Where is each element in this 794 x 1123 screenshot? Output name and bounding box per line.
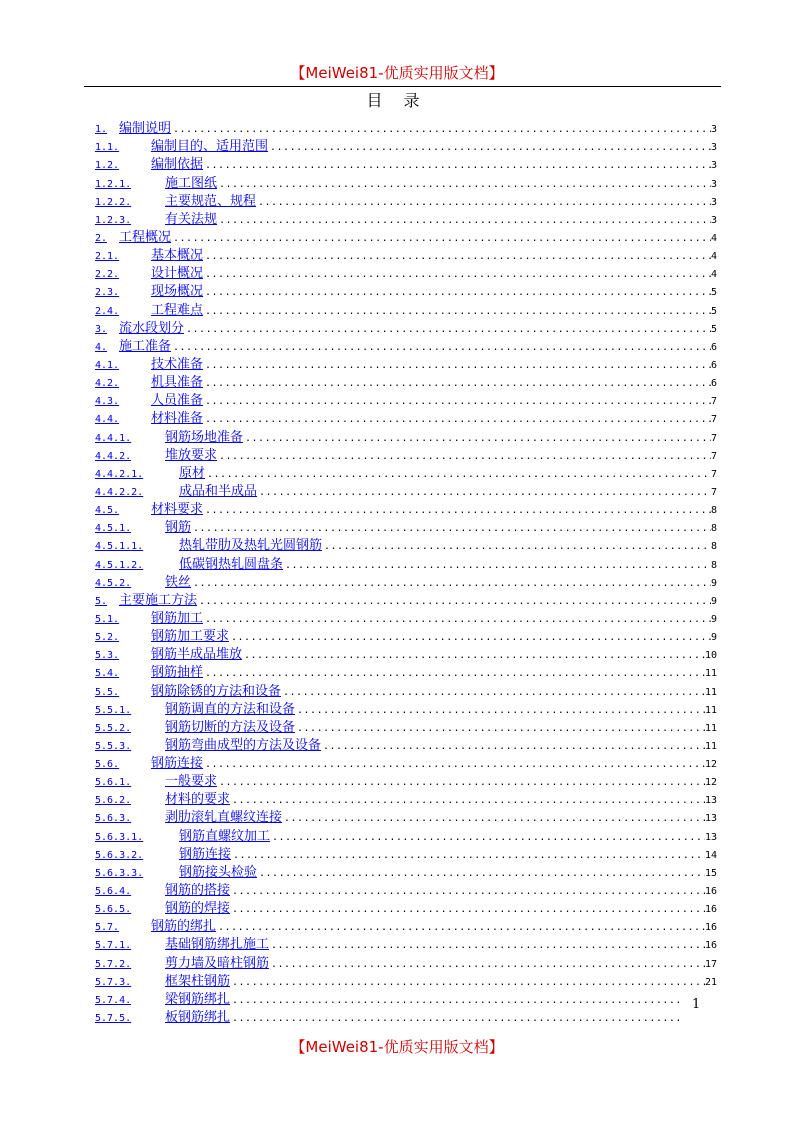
toc-entry-page: 7	[710, 414, 717, 426]
toc-entry-number[interactable]: 5.6.3.3.	[95, 867, 144, 879]
toc-entry-title[interactable]: 板钢筋绑扎	[165, 1010, 231, 1026]
toc-leader-dots	[203, 159, 711, 173]
toc-entry[interactable]	[95, 264, 717, 282]
toc-entry[interactable]	[95, 736, 717, 754]
toc-leader-dots	[322, 540, 711, 554]
toc-entry[interactable]	[95, 609, 717, 627]
toc-entry-title[interactable]: 钢筋切断的方法及设备	[165, 719, 296, 735]
toc-entry-page: 7	[710, 450, 717, 462]
toc-entry[interactable]	[95, 119, 717, 137]
toc-entry[interactable]	[95, 518, 717, 536]
toc-entry-number[interactable]: 1.2.	[95, 160, 120, 172]
toc-leader-dots	[283, 559, 711, 573]
table-of-contents	[95, 119, 717, 1026]
toc-leader-dots	[191, 522, 711, 536]
toc-entry-page: 3	[710, 178, 717, 190]
toc-entry-title[interactable]: 热轧带肋及热轧光圆钢筋	[179, 538, 323, 554]
toc-entry-number[interactable]: 5.5.1.	[95, 704, 132, 716]
toc-entry-title[interactable]: 钢筋直螺纹加工	[179, 828, 271, 844]
toc-entry-number[interactable]: 5.6.	[95, 759, 120, 771]
toc-entry[interactable]	[95, 790, 717, 808]
toc-entry[interactable]	[95, 355, 717, 373]
toc-entry-number[interactable]: 1.2.2.	[95, 196, 132, 208]
toc-entry-page: 4	[710, 251, 717, 263]
toc-entry[interactable]	[95, 573, 717, 591]
toc-leader-dots	[171, 123, 711, 137]
toc-entry-number[interactable]: 2.2.	[95, 269, 120, 281]
toc-entry-page: 5	[710, 305, 717, 317]
toc-entry-number[interactable]: 1.2.1.	[95, 178, 132, 190]
toc-entry-page: 9	[710, 595, 717, 607]
toc-entry-page: 16	[704, 940, 717, 952]
toc-leader-dots	[171, 341, 711, 355]
toc-entry[interactable]	[95, 972, 717, 990]
toc-leader-dots	[230, 903, 705, 917]
toc-entry-number[interactable]: 5.1.	[95, 613, 120, 625]
toc-entry-title[interactable]: 钢筋的绑扎	[151, 919, 217, 935]
toc-entry-number[interactable]: 5.7.5.	[95, 1013, 132, 1025]
toc-leader-dots	[295, 704, 705, 718]
toc-entry-page: 11	[704, 740, 717, 752]
toc-entry[interactable]	[95, 899, 717, 917]
toc-entry[interactable]	[95, 627, 717, 645]
toc-entry-page: 4	[710, 269, 717, 281]
toc-entry[interactable]	[95, 863, 717, 881]
toc-leader-dots	[203, 413, 711, 427]
toc-entry-title[interactable]: 钢筋加工要求	[151, 629, 230, 645]
toc-entry-title[interactable]: 材料要求	[151, 502, 204, 518]
toc-entry[interactable]	[95, 718, 717, 736]
toc-entry[interactable]	[95, 681, 717, 699]
toc-entry[interactable]	[95, 210, 717, 228]
toc-leader-dots	[203, 504, 711, 518]
toc-entry-title[interactable]: 材料的要求	[165, 792, 231, 808]
toc-entry[interactable]	[95, 881, 717, 899]
toc-entry[interactable]	[95, 282, 717, 300]
toc-entry-title[interactable]: 设计概况	[151, 266, 204, 282]
toc-entry[interactable]	[95, 536, 717, 554]
toc-entry-number[interactable]: 5.4.	[95, 668, 120, 680]
toc-entry-title[interactable]: 框架柱钢筋	[165, 973, 231, 989]
toc-entry-title[interactable]: 基础钢筋绑扎施工	[165, 937, 270, 953]
toc-entry-page: 7	[710, 396, 717, 408]
toc-entry-page: 15	[704, 867, 717, 879]
toc-leader-dots	[269, 958, 705, 972]
toc-leader-dots	[217, 776, 705, 790]
toc-entry-page: 3	[710, 124, 717, 136]
header-divider	[84, 86, 721, 87]
toc-leader-dots	[184, 323, 711, 337]
toc-entry-title[interactable]: 一般要求	[165, 774, 218, 790]
toc-entry-page: 21	[704, 976, 717, 988]
toc-leader-dots	[321, 740, 705, 754]
toc-entry-number[interactable]: 4.4.	[95, 414, 120, 426]
toc-leader-dots	[216, 921, 705, 935]
toc-entry[interactable]	[95, 772, 717, 790]
toc-entry-title[interactable]: 人员准备	[151, 393, 204, 409]
toc-entry-page: 3	[710, 160, 717, 172]
toc-leader-dots	[281, 686, 705, 700]
toc-entry-number[interactable]: 4.2.	[95, 378, 120, 390]
toc-entry-title[interactable]: 钢筋加工	[151, 610, 204, 626]
toc-entry-page: 9	[710, 632, 717, 644]
toc-leader-dots	[242, 649, 705, 663]
toc-entry[interactable]	[95, 155, 717, 173]
toc-entry-title[interactable]: 剪力墙及暗柱钢筋	[165, 955, 270, 971]
toc-entry-page: 7	[710, 432, 717, 444]
toc-entry-title[interactable]: 材料准备	[151, 411, 204, 427]
toc-entry-title[interactable]: 有关法规	[165, 211, 218, 227]
toc-entry-title[interactable]: 钢筋抽样	[151, 665, 204, 681]
toc-entry-number[interactable]: 4.4.2.	[95, 450, 132, 462]
toc-entry-number[interactable]: 1.	[95, 124, 108, 136]
toc-entry-number[interactable]: 4.5.1.2.	[95, 559, 144, 571]
toc-entry-page: 8	[710, 559, 717, 571]
toc-leader-dots	[230, 794, 705, 808]
toc-entry-number[interactable]: 1.1.	[95, 142, 120, 154]
toc-entry-number[interactable]: 4.3.	[95, 396, 120, 408]
toc-entry-page: 7	[710, 486, 717, 498]
toc-entry-title[interactable]: 施工准备	[119, 338, 172, 354]
toc-entry[interactable]	[95, 554, 717, 572]
toc-entry[interactable]	[95, 935, 717, 953]
toc-entry-title[interactable]: 钢筋接头检验	[179, 864, 258, 880]
toc-leader-dots	[203, 305, 711, 319]
toc-entry-title[interactable]: 编制依据	[151, 157, 204, 173]
toc-entry-page: 12	[704, 759, 717, 771]
toc-entry-title[interactable]: 钢筋连接	[179, 846, 232, 862]
toc-leader-dots	[282, 812, 705, 826]
toc-entry-page: 3	[710, 214, 717, 226]
toc-entry-page: 10	[704, 650, 717, 662]
toc-entry-number[interactable]: 5.6.1.	[95, 777, 132, 789]
toc-entry-number[interactable]: 1.2.3.	[95, 214, 132, 226]
toc-entry-page: 17	[704, 958, 717, 970]
toc-leader-dots	[217, 178, 711, 192]
toc-leader-dots	[191, 577, 711, 591]
toc-leader-dots	[229, 631, 711, 645]
toc-entry-page: 16	[704, 886, 717, 898]
toc-leader-dots	[203, 286, 711, 300]
toc-leader-dots	[257, 486, 711, 500]
toc-entry-title[interactable]: 低碳钢热轧圆盘条	[179, 556, 284, 572]
toc-entry[interactable]	[95, 446, 717, 464]
toc-entry-title[interactable]: 钢筋场地准备	[165, 429, 244, 445]
toc-entry-title[interactable]: 工程难点	[151, 302, 204, 318]
toc-leader-dots	[256, 196, 711, 210]
toc-entry-page: 6	[710, 359, 717, 371]
toc-leader-dots	[203, 395, 711, 409]
toc-leader-dots	[295, 722, 705, 736]
toc-leader-dots	[243, 432, 711, 446]
toc-entry[interactable]	[95, 808, 717, 826]
toc-entry-page: 11	[704, 668, 717, 680]
toc-entry-title[interactable]: 钢筋半成品堆放	[151, 647, 243, 663]
toc-entry[interactable]	[95, 990, 717, 1008]
toc-entry-page: 16	[704, 904, 717, 916]
toc-entry[interactable]	[95, 500, 717, 518]
toc-entry-title[interactable]: 机具准备	[151, 375, 204, 391]
toc-entry[interactable]	[95, 300, 717, 318]
toc-leader-dots	[203, 268, 711, 282]
toc-leader-dots	[203, 250, 711, 264]
toc-leader-dots	[217, 450, 711, 464]
toc-entry-page: 3	[710, 142, 717, 154]
toc-entry-number[interactable]: 5.6.4.	[95, 886, 132, 898]
toc-entry-number[interactable]: 2.4.	[95, 305, 120, 317]
toc-entry-number[interactable]: 2.1.	[95, 251, 120, 263]
toc-entry-number[interactable]: 2.3.	[95, 287, 120, 299]
toc-entry-title[interactable]: 成品和半成品	[179, 483, 258, 499]
toc-leader-dots	[270, 831, 705, 845]
toc-entry-title[interactable]: 梁钢筋绑扎	[165, 991, 231, 1007]
toc-entry-number[interactable]: 5.	[95, 595, 108, 607]
toc-entry-title[interactable]: 钢筋弯曲成型的方法及设备	[165, 737, 322, 753]
toc-entry-title[interactable]: 钢筋的焊接	[165, 901, 231, 917]
toc-entry[interactable]	[95, 173, 717, 191]
toc-entry-title[interactable]: 主要施工方法	[119, 592, 198, 608]
toc-entry[interactable]	[95, 953, 717, 971]
toc-leader-dots	[203, 359, 711, 373]
toc-entry-title[interactable]: 钢筋的搭接	[165, 883, 231, 899]
toc-entry[interactable]	[95, 137, 717, 155]
toc-leader-dots	[257, 867, 705, 881]
toc-entry[interactable]	[95, 192, 717, 210]
toc-entry-number[interactable]: 5.7.1.	[95, 940, 132, 952]
toc-entry-page: 13	[704, 813, 717, 825]
toc-leader-dots	[203, 613, 711, 627]
toc-entry-page: 13	[704, 831, 717, 843]
toc-entry[interactable]	[95, 246, 717, 264]
toc-entry-page: 4	[710, 232, 717, 244]
toc-entry-number[interactable]: 4.	[95, 341, 108, 353]
toc-entry[interactable]	[95, 228, 717, 246]
toc-entry-page: 11	[704, 722, 717, 734]
toc-entry-page: 8	[710, 541, 717, 553]
toc-leader-dots	[203, 758, 705, 772]
toc-entry-title[interactable]: 现场概况	[151, 284, 204, 300]
header-watermark: 【MeiWei81-优质实用版文档】	[290, 64, 504, 82]
toc-entry-number[interactable]: 4.5.	[95, 505, 120, 517]
toc-entry[interactable]	[95, 391, 717, 409]
toc-entry[interactable]	[95, 409, 717, 427]
toc-entry-page: 5	[710, 323, 717, 335]
toc-leader-dots	[269, 939, 705, 953]
toc-entry-number[interactable]: 5.7.	[95, 922, 120, 934]
toc-entry[interactable]	[95, 700, 717, 718]
toc-entry-title[interactable]: 工程概况	[119, 229, 172, 245]
toc-entry[interactable]	[95, 826, 717, 844]
toc-entry-number[interactable]: 5.7.2.	[95, 958, 132, 970]
toc-entry[interactable]	[95, 482, 717, 500]
toc-entry-number[interactable]: 5.7.3.	[95, 976, 132, 988]
toc-leader-dots	[230, 885, 705, 899]
toc-entry-title[interactable]: 基本概况	[151, 248, 204, 264]
toc-entry-page: 9	[710, 577, 717, 589]
toc-entry-page: 3	[710, 196, 717, 208]
toc-entry-page: 9	[710, 613, 717, 625]
toc-entry-page: 12	[704, 777, 717, 789]
toc-leader-dots	[203, 667, 705, 681]
toc-entry-number[interactable]: 5.5.2.	[95, 722, 132, 734]
toc-leader-dots	[230, 1012, 680, 1026]
toc-entry-number[interactable]: 4.4.2.2.	[95, 486, 144, 498]
toc-entry-page: 6	[710, 341, 717, 353]
toc-leader-dots	[205, 468, 711, 482]
toc-entry-title[interactable]: 钢筋	[165, 520, 192, 536]
toc-entry-title[interactable]: 技术准备	[151, 356, 204, 372]
toc-entry-page: 5	[710, 287, 717, 299]
toc-entry-page: 8	[710, 505, 717, 517]
toc-entry-page: 6	[710, 378, 717, 390]
toc-leader-dots	[230, 994, 680, 1008]
toc-entry-number[interactable]: 5.6.2.	[95, 795, 132, 807]
toc-entry-page: 16	[704, 922, 717, 934]
toc-entry[interactable]	[95, 591, 717, 609]
toc-entry-title[interactable]: 钢筋连接	[151, 756, 204, 772]
toc-entry[interactable]	[95, 663, 717, 681]
toc-entry-number[interactable]: 4.4.2.1.	[95, 468, 144, 480]
toc-entry-number[interactable]: 3.	[95, 323, 108, 335]
toc-entry[interactable]	[95, 427, 717, 445]
toc-entry-title[interactable]: 钢筋除锈的方法和设备	[151, 683, 282, 699]
toc-entry[interactable]	[95, 917, 717, 935]
toc-entry-number[interactable]: 4.5.1.1.	[95, 541, 144, 553]
toc-entry[interactable]	[95, 845, 717, 863]
toc-entry[interactable]	[95, 319, 717, 337]
toc-leader-dots	[217, 214, 711, 228]
toc-leader-dots	[197, 595, 711, 609]
toc-entry-title[interactable]: 主要规范、规程	[165, 193, 257, 209]
toc-entry[interactable]	[95, 464, 717, 482]
toc-entry-number[interactable]: 5.7.4.	[95, 994, 132, 1006]
toc-entry-number[interactable]: 5.5.	[95, 686, 120, 698]
toc-entry-page: 11	[704, 704, 717, 716]
toc-leader-dots	[268, 141, 711, 155]
toc-entry[interactable]	[95, 645, 717, 663]
toc-entry-number[interactable]: 2.	[95, 232, 108, 244]
toc-entry-title[interactable]: 剥肋滚轧直螺纹连接	[165, 810, 283, 826]
toc-entry-number[interactable]: 4.5.1.	[95, 523, 132, 535]
toc-entry-number[interactable]: 5.2.	[95, 632, 120, 644]
toc-entry-number[interactable]: 4.4.1.	[95, 432, 132, 444]
toc-entry-number[interactable]: 5.6.5.	[95, 904, 132, 916]
toc-entry-number[interactable]: 5.6.3.2.	[95, 849, 144, 861]
toc-entry-page: 8	[710, 523, 717, 535]
toc-entry-title[interactable]: 编制目的、适用范围	[151, 139, 269, 155]
toc-entry-page: 7	[710, 468, 717, 480]
toc-leader-dots	[230, 976, 705, 990]
toc-entry-number[interactable]: 5.6.3.1.	[95, 831, 144, 843]
toc-entry-title[interactable]: 流水段划分	[119, 320, 185, 336]
toc-entry-page: 13	[704, 795, 717, 807]
toc-entry-title[interactable]: 堆放要求	[165, 447, 218, 463]
toc-title: 目 录	[366, 91, 428, 110]
toc-entry-number[interactable]: 5.3.	[95, 650, 120, 662]
toc-entry[interactable]	[95, 754, 717, 772]
toc-entry-title[interactable]: 铁丝	[165, 574, 192, 590]
toc-entry-number[interactable]: 5.5.3.	[95, 740, 132, 752]
toc-entry[interactable]	[95, 1008, 717, 1026]
toc-entry-title[interactable]: 钢筋调直的方法和设备	[165, 701, 296, 717]
toc-entry-page: 11	[704, 686, 717, 698]
page-number: 1	[692, 997, 701, 1012]
toc-entry-number[interactable]: 5.6.3.	[95, 813, 132, 825]
footer-watermark: 【MeiWei81-优质实用版文档】	[290, 1038, 504, 1056]
toc-entry-number[interactable]: 4.1.	[95, 359, 120, 371]
toc-entry-title[interactable]: 编制说明	[119, 121, 172, 137]
toc-leader-dots	[171, 232, 711, 246]
toc-entry-page: 14	[704, 849, 717, 861]
toc-leader-dots	[203, 377, 711, 391]
toc-entry[interactable]	[95, 373, 717, 391]
toc-entry-title[interactable]: 原材	[179, 465, 206, 481]
toc-entry-title[interactable]: 施工图纸	[165, 175, 218, 191]
toc-leader-dots	[231, 849, 705, 863]
toc-entry[interactable]	[95, 337, 717, 355]
toc-entry-number[interactable]: 4.5.2.	[95, 577, 132, 589]
